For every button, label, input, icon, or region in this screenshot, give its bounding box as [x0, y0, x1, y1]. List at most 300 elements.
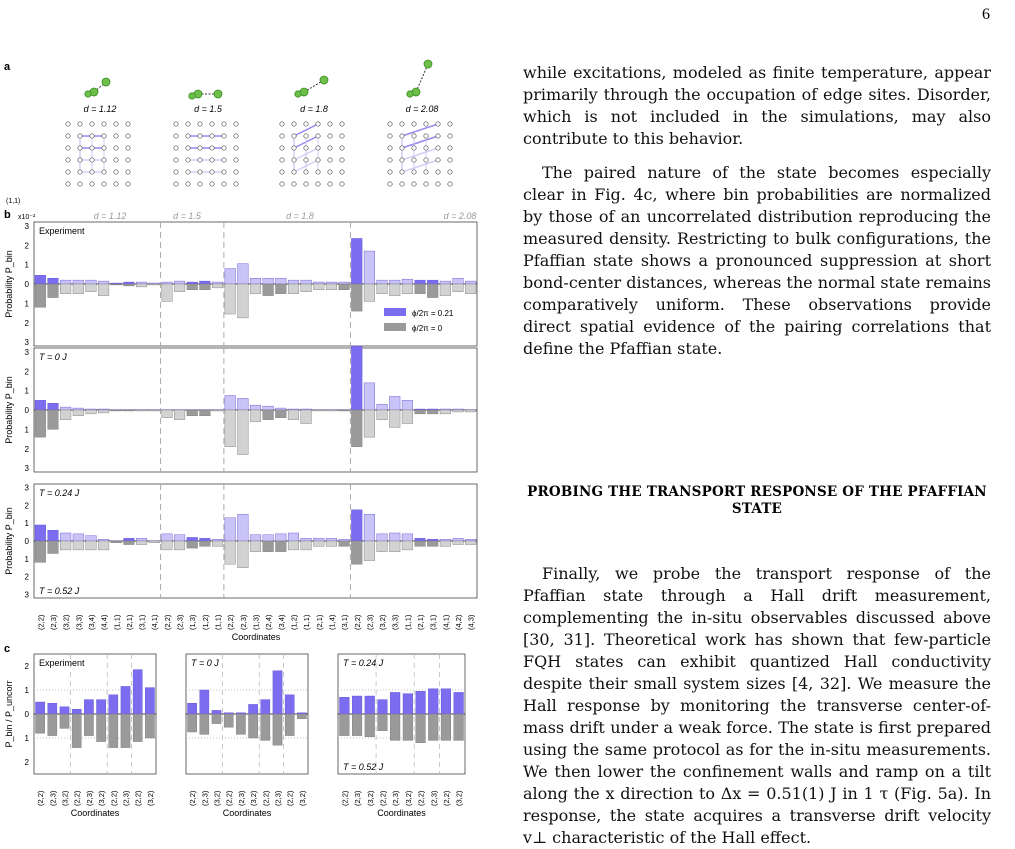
bar-phi-0: [416, 714, 426, 743]
legend-label: ϕ/2π = 0.21: [412, 309, 454, 318]
bar-phi-0: [136, 541, 147, 545]
lattice-site: [280, 122, 284, 126]
lattice-site: [400, 146, 404, 150]
bar-phi-021: [35, 275, 46, 284]
particle-icon: [295, 91, 301, 97]
x-tick-label: (2,3): [48, 790, 57, 806]
bar-phi-0: [364, 541, 375, 561]
section-d-label: d = 1.8: [286, 211, 314, 221]
bar-phi-0: [427, 541, 438, 546]
bar-phi-021: [427, 539, 438, 541]
x-tick-label: (2,2): [261, 790, 270, 806]
subpanel-d-label: d = 2.08: [406, 104, 439, 114]
row-subtitle: T = 0.52 J: [39, 586, 80, 596]
bar-phi-0: [145, 714, 154, 738]
bar-phi-0: [136, 410, 147, 411]
bar-phi-0: [86, 284, 97, 292]
bar-phi-0: [124, 541, 135, 545]
bar-phi-0: [339, 541, 350, 546]
lattice-site: [210, 170, 214, 174]
text-column-bottom: [523, 563, 991, 849]
bar-phi-0: [377, 284, 388, 294]
x-tick-label: (2,3): [274, 790, 283, 806]
lattice-site: [234, 134, 238, 138]
bar-phi-021: [225, 269, 236, 285]
x-tick-label: (2,2): [353, 614, 362, 630]
x-tick-label: (1,1): [403, 614, 412, 630]
bar-phi-0: [149, 410, 160, 411]
panel-title: Experiment: [39, 658, 85, 668]
y-axis-label: P_bin / P_uncorr: [4, 680, 14, 747]
bar-phi-021: [351, 510, 362, 541]
y-tick-label: 0: [25, 537, 30, 546]
section-d-label: d = 2.08: [444, 211, 477, 221]
bar-phi-021: [326, 282, 337, 284]
bar-phi-021: [403, 694, 413, 714]
x-tick-label: (1,2): [289, 614, 298, 630]
bar-phi-021: [465, 539, 476, 541]
bar-phi-0: [339, 284, 350, 290]
lattice-site: [78, 122, 82, 126]
x-axis-label: Coordinates: [377, 808, 426, 818]
lattice-site: [186, 158, 190, 162]
x-tick-label: (1,4): [327, 614, 336, 630]
lattice-site: [210, 122, 214, 126]
bar-phi-0: [364, 410, 375, 437]
bar-phi-0: [403, 714, 413, 740]
lattice-site: [174, 134, 178, 138]
panel-title: T = 0.24 J: [343, 658, 384, 668]
bar-phi-0: [377, 541, 388, 552]
lattice-site: [304, 134, 308, 138]
x-tick-label: (2,2): [286, 790, 295, 806]
lattice-site: [400, 134, 404, 138]
lattice-site: [424, 170, 428, 174]
lattice-subpanel: [174, 90, 238, 186]
bar-phi-021: [84, 700, 93, 714]
bar-phi-0: [111, 284, 122, 285]
x-tick-label: (2,3): [237, 790, 246, 806]
bar-phi-0: [288, 284, 299, 294]
subpanel-d-label: d = 1.8: [300, 104, 328, 114]
bar-phi-0: [162, 410, 173, 418]
lattice-site: [436, 182, 440, 186]
lattice-site: [424, 158, 428, 162]
bar-phi-0: [174, 284, 185, 292]
lattice-site: [210, 134, 214, 138]
lattice-site: [210, 182, 214, 186]
bar-phi-021: [212, 710, 221, 714]
y-tick-label: 1: [25, 734, 30, 743]
bar-phi-0: [48, 541, 59, 553]
row-title: T = 0.24 J: [39, 488, 80, 498]
bar-phi-0: [200, 714, 209, 734]
bar-phi-0: [97, 714, 106, 742]
bar-phi-0: [427, 410, 438, 414]
bar-phi-0: [174, 541, 185, 550]
lattice-site: [66, 122, 70, 126]
bar-phi-0: [48, 714, 57, 736]
bar-phi-0: [48, 410, 59, 429]
bar-phi-0: [389, 284, 400, 296]
x-tick-label: (3,2): [61, 790, 70, 806]
x-tick-label: (2,3): [49, 614, 58, 630]
panel-subtitle: T = 0.52 J: [343, 762, 384, 772]
bar-phi-0: [188, 714, 197, 732]
bar-phi-0: [261, 714, 270, 740]
bar-phi-0: [326, 284, 337, 290]
bar-phi-021: [415, 538, 426, 541]
bar-phi-021: [441, 689, 451, 714]
legend-swatch-phi-0: [384, 323, 406, 331]
bar-phi-0: [212, 714, 221, 724]
bar-phi-021: [35, 525, 46, 541]
bar-phi-021: [263, 535, 274, 541]
x-tick-label: (2,3): [176, 614, 185, 630]
lattice-site: [340, 146, 344, 150]
bar-phi-0: [36, 714, 45, 733]
y-tick-label: 1: [25, 299, 30, 308]
bar-phi-0: [187, 541, 198, 548]
lattice-site: [126, 122, 130, 126]
lattice-site: [234, 122, 238, 126]
lattice-site: [102, 158, 106, 162]
x-tick-label: (3,3): [74, 614, 83, 630]
bar-phi-0: [60, 410, 71, 420]
bar-phi-021: [288, 280, 299, 284]
bar-phi-0: [212, 284, 223, 288]
lattice-site: [412, 158, 416, 162]
y-tick-label: 3: [25, 338, 30, 347]
lattice-site: [102, 170, 106, 174]
figure-svg: [0, 0, 505, 839]
lattice-site: [292, 134, 296, 138]
lattice-site: [174, 158, 178, 162]
lattice-site: [114, 134, 118, 138]
lattice-site: [436, 158, 440, 162]
lattice-site: [102, 146, 106, 150]
lattice-site: [292, 146, 296, 150]
lattice-site: [126, 170, 130, 174]
bar-phi-0: [364, 284, 375, 301]
lattice-site: [448, 158, 452, 162]
lattice-site: [412, 122, 416, 126]
bar-phi-021: [86, 536, 97, 541]
panel-a-label: a: [4, 61, 11, 73]
bar-phi-0: [415, 541, 426, 546]
bar-phi-021: [428, 689, 438, 714]
bar-phi-021: [98, 539, 109, 541]
y-tick-label: 0: [25, 710, 30, 719]
lattice-site: [292, 122, 296, 126]
lattice-site: [304, 182, 308, 186]
ratio-chart: [338, 654, 465, 818]
bar-phi-021: [440, 281, 451, 284]
lattice-site: [222, 134, 226, 138]
x-tick-label: (3,4): [277, 614, 286, 630]
x-tick-label: (3,1): [340, 614, 349, 630]
x-axis-label: Coordinates: [223, 808, 272, 818]
x-tick-label: (3,2): [146, 790, 155, 806]
lattice-site: [90, 122, 94, 126]
bar-phi-021: [109, 695, 118, 714]
bar-phi-021: [73, 408, 84, 410]
bar-phi-021: [351, 346, 362, 410]
y-tick-label: 3: [25, 464, 30, 473]
bar-phi-0: [263, 410, 274, 420]
bar-phi-0: [250, 541, 261, 552]
bar-phi-021: [427, 280, 438, 284]
lattice-site: [222, 170, 226, 174]
bar-phi-0: [402, 410, 413, 424]
bar-phi-021: [261, 700, 270, 714]
bar-phi-0: [288, 410, 299, 420]
x-axis-label: Coordinates: [71, 808, 120, 818]
bar-phi-021: [97, 700, 106, 714]
bar-chart-row: [4, 346, 477, 473]
bar-phi-0: [225, 410, 236, 447]
bar-phi-021: [98, 281, 109, 284]
bar-phi-0: [351, 410, 362, 447]
lattice-site: [280, 146, 284, 150]
bar-phi-021: [250, 535, 261, 541]
bar-phi-0: [313, 410, 324, 411]
x-tick-label: (3,2): [455, 790, 464, 806]
x-tick-label: (2,3): [200, 790, 209, 806]
bar-phi-021: [162, 534, 173, 541]
bar-phi-021: [200, 690, 209, 714]
bar-phi-0: [465, 284, 476, 294]
bar-phi-0: [98, 284, 109, 296]
lattice-site: [412, 134, 416, 138]
bar-phi-021: [212, 282, 223, 284]
particle-icon: [320, 76, 328, 84]
x-tick-label: (2,2): [226, 614, 235, 630]
y-tick-label: 1: [25, 261, 30, 270]
y-tick-label: 2: [25, 573, 30, 582]
bar-phi-021: [273, 671, 282, 714]
x-tick-label: (2,1): [416, 614, 425, 630]
bar-phi-021: [389, 533, 400, 541]
lattice-site: [234, 146, 238, 150]
lattice-site: [234, 158, 238, 162]
x-tick-label: (2,2): [134, 790, 143, 806]
bar-phi-0: [48, 284, 59, 298]
bar-phi-0: [224, 714, 233, 727]
bar-phi-021: [145, 688, 154, 714]
lattice-site: [388, 170, 392, 174]
lattice-site: [280, 170, 284, 174]
x-tick-label: (3,3): [391, 614, 400, 630]
y-tick-label: 3: [25, 484, 30, 493]
bar-phi-0: [174, 410, 185, 420]
bar-phi-0: [200, 284, 211, 290]
x-tick-label: (3,2): [213, 790, 222, 806]
x-tick-label: (2,2): [109, 790, 118, 806]
x-tick-label: (1,1): [214, 614, 223, 630]
lattice-site: [400, 182, 404, 186]
lattice-site: [102, 122, 106, 126]
bar-phi-021: [48, 278, 59, 284]
bar-phi-0: [162, 284, 173, 301]
bar-phi-0: [86, 410, 97, 414]
bar-phi-021: [402, 534, 413, 541]
bar-phi-021: [377, 404, 388, 410]
lattice-subpanel: [388, 60, 452, 186]
bar-phi-0: [440, 410, 451, 414]
bar-phi-0: [86, 541, 97, 550]
lattice-site: [210, 158, 214, 162]
bar-chart-row: [4, 222, 477, 347]
bar-phi-0: [285, 714, 294, 736]
lattice-site: [114, 182, 118, 186]
bar-phi-021: [377, 534, 388, 541]
bar-phi-021: [454, 692, 464, 714]
bar-phi-0: [121, 714, 130, 748]
x-tick-label: (2,2): [442, 790, 451, 806]
lattice-site: [340, 170, 344, 174]
lattice-site: [114, 146, 118, 150]
bar-phi-0: [263, 541, 274, 552]
x-tick-label: (2,3): [85, 790, 94, 806]
panel-c-label: c: [4, 643, 10, 655]
bar-phi-0: [453, 541, 464, 545]
bar-phi-021: [136, 282, 147, 284]
subpanel-d-label: d = 1.12: [84, 104, 117, 114]
lattice-site: [280, 134, 284, 138]
bar-phi-021: [124, 538, 135, 541]
lattice-site: [436, 170, 440, 174]
pair-bond: [416, 64, 428, 92]
y-tick-label: 1: [25, 387, 30, 396]
bar-phi-0: [73, 541, 84, 550]
bar-phi-021: [188, 703, 197, 714]
bar-phi-021: [326, 538, 337, 541]
bar-phi-021: [225, 518, 236, 541]
lattice-site: [448, 182, 452, 186]
lattice-site: [316, 182, 320, 186]
lattice-site: [198, 182, 202, 186]
bar-phi-021: [365, 696, 375, 714]
y-axis-label: Probability P_bin: [4, 376, 14, 444]
x-tick-label: (2,2): [36, 790, 45, 806]
bar-phi-0: [98, 541, 109, 550]
bar-phi-021: [187, 537, 198, 541]
bar-phi-021: [136, 538, 147, 541]
x-tick-label: (2,3): [239, 614, 248, 630]
bar-phi-0: [275, 410, 286, 418]
x-tick-label: (1,1): [302, 614, 311, 630]
bar-phi-021: [415, 280, 426, 284]
bar-phi-0: [352, 714, 362, 736]
lattice-site: [78, 158, 82, 162]
lattice-site: [412, 170, 416, 174]
bar-phi-0: [427, 284, 438, 298]
bar-phi-0: [339, 410, 350, 411]
x-tick-label: (2,1): [125, 614, 134, 630]
lattice-site: [114, 158, 118, 162]
pair-line: [402, 136, 438, 148]
x-tick-label: (2,1): [315, 614, 324, 630]
lattice-site: [436, 122, 440, 126]
bar-phi-0: [301, 284, 312, 292]
lattice-site: [424, 182, 428, 186]
bar-phi-0: [60, 541, 71, 550]
y-tick-label: 1: [25, 425, 30, 434]
bar-phi-021: [121, 686, 130, 714]
bar-phi-021: [313, 282, 324, 284]
bar-phi-021: [238, 264, 249, 284]
bar-phi-0: [73, 284, 84, 294]
pair-line: [402, 124, 438, 136]
lattice-site: [448, 134, 452, 138]
bar-phi-0: [200, 410, 211, 416]
bar-phi-021: [364, 514, 375, 541]
bar-phi-0: [124, 284, 135, 286]
x-tick-label: (3,2): [62, 614, 71, 630]
bar-phi-0: [465, 541, 476, 545]
lattice-site: [412, 146, 416, 150]
lattice-site: [316, 146, 320, 150]
bar-phi-021: [285, 695, 294, 714]
pair-line: [402, 160, 438, 172]
bar-phi-0: [225, 284, 236, 314]
lattice-site: [316, 170, 320, 174]
lattice-site: [448, 146, 452, 150]
bar-phi-0: [250, 410, 261, 422]
bar-phi-0: [60, 714, 69, 728]
x-tick-label: (3,4): [87, 614, 96, 630]
bar-phi-0: [84, 714, 93, 736]
bar-phi-021: [238, 514, 249, 541]
y-tick-label: 3: [25, 590, 30, 599]
bar-phi-0: [441, 714, 451, 740]
bar-phi-021: [72, 709, 81, 714]
lattice-site: [328, 134, 332, 138]
bar-phi-0: [402, 541, 413, 550]
bar-phi-0: [428, 714, 438, 740]
lattice-site: [292, 158, 296, 162]
x-tick-label: (3,2): [249, 790, 258, 806]
bar-phi-021: [301, 538, 312, 541]
bar-phi-0: [301, 410, 312, 424]
page-number: 6: [982, 6, 990, 24]
bar-phi-0: [275, 284, 286, 294]
row-title: Experiment: [39, 226, 85, 236]
bar-phi-0: [390, 714, 400, 740]
panel-b-label: b: [4, 209, 11, 221]
lattice-site: [328, 170, 332, 174]
bar-phi-021: [124, 282, 135, 284]
y-tick-label: 3: [25, 348, 30, 357]
lattice-site: [114, 170, 118, 174]
lattice-site: [90, 182, 94, 186]
bar-phi-0: [109, 714, 118, 748]
x-tick-label: (2,3): [365, 614, 374, 630]
bar-phi-021: [465, 281, 476, 284]
lattice-site: [328, 122, 332, 126]
bar-phi-021: [339, 539, 350, 541]
bar-phi-021: [250, 278, 261, 284]
lattice-site: [66, 170, 70, 174]
bar-phi-021: [86, 280, 97, 284]
lattice-site: [102, 182, 106, 186]
bar-phi-0: [263, 284, 274, 296]
bar-phi-0: [378, 714, 388, 731]
bar-phi-021: [340, 697, 350, 714]
lattice-site: [126, 158, 130, 162]
lattice-site: [114, 122, 118, 126]
